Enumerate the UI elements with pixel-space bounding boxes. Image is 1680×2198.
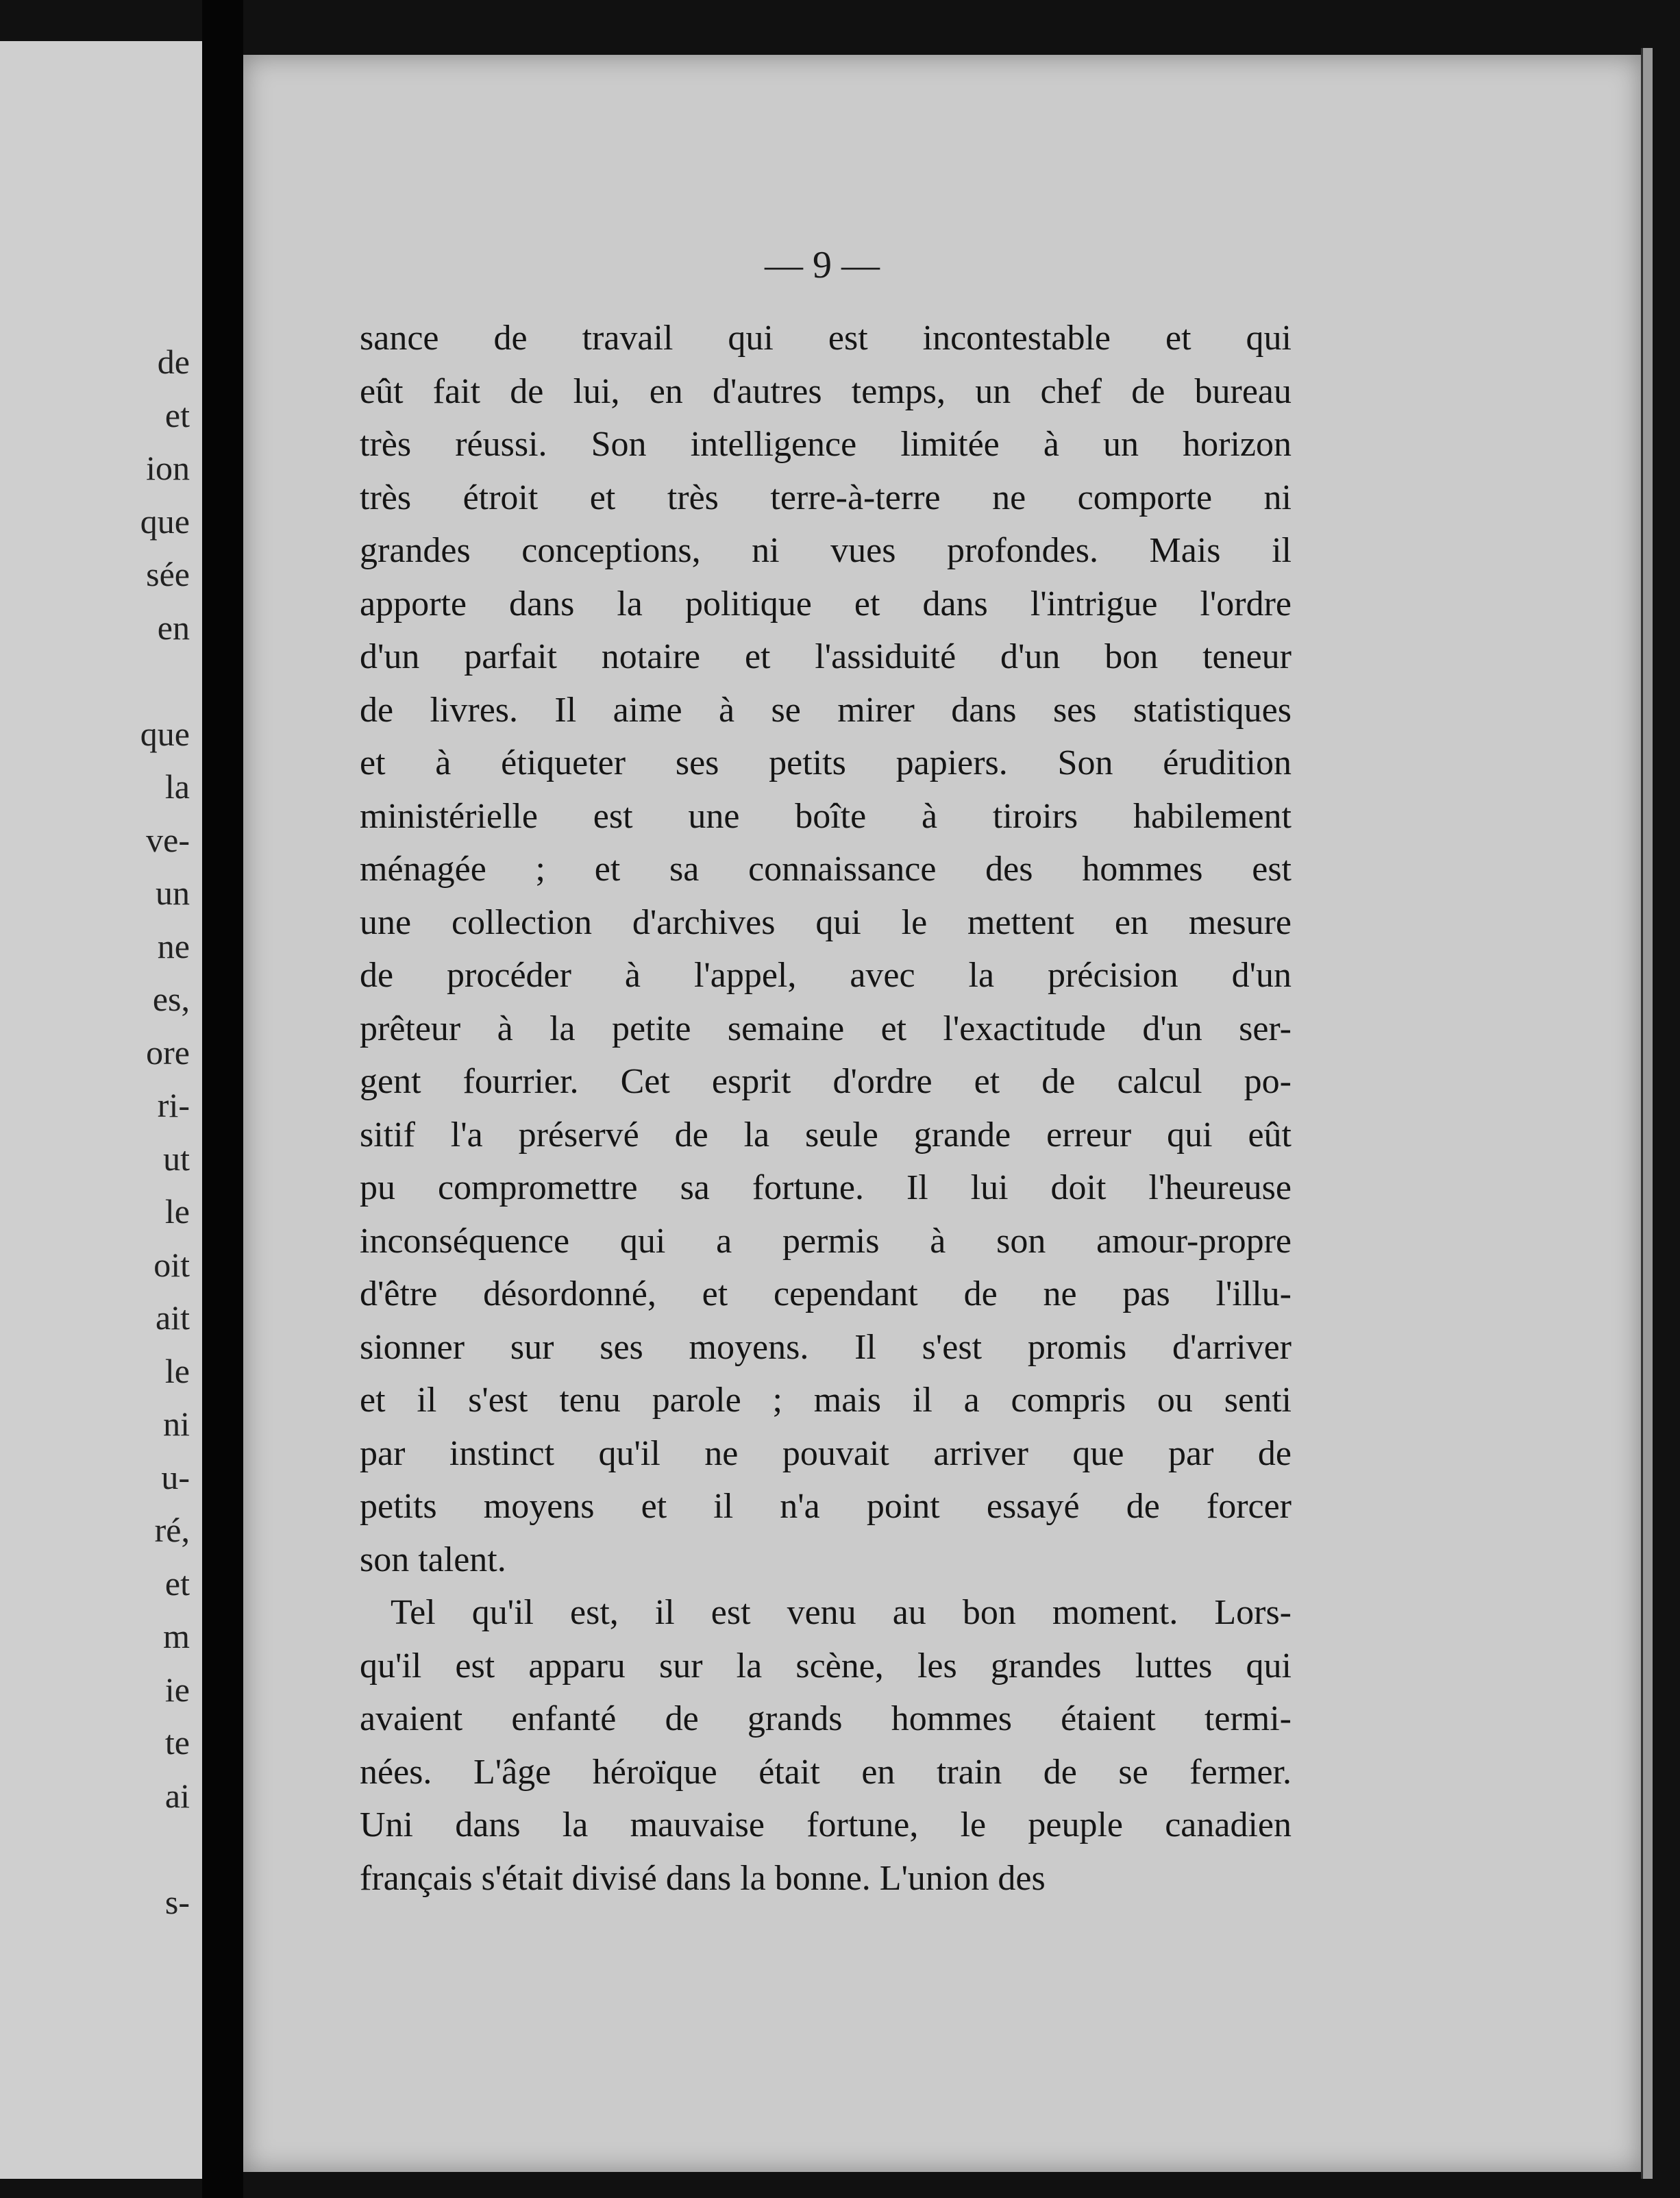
left-fragment-line: le — [164, 1192, 190, 1231]
left-fragment-line: ait — [156, 1298, 190, 1337]
text-line: ménagée ; et sa connaissance des hommes est — [360, 850, 1292, 889]
text-line: apporte dans la politique et dans l'intrigue l'ordre — [360, 584, 1292, 623]
text-line: de livres. Il aime à se mirer dans ses statistiques — [360, 690, 1292, 730]
left-fragment-line: ore — [146, 1033, 190, 1072]
left-fragment-line: es, — [152, 980, 190, 1018]
left-fragment-line: m — [163, 1617, 190, 1655]
left-fragment-line: ri- — [157, 1086, 190, 1124]
text-line: Uni dans la mauvaise fortune, le peuple canadien — [360, 1805, 1292, 1844]
text-line: prêteur à la petite semaine et l'exactitude d'un ser- — [360, 1009, 1292, 1048]
page-edge — [1641, 48, 1653, 2179]
text-line: français s'était divisé dans la bonne. L'union des — [360, 1858, 1046, 1898]
text-line: ministérielle est une boîte à tiroirs habilement — [360, 796, 1292, 836]
left-fragment-line: un — [156, 874, 190, 912]
left-page — [0, 41, 202, 2179]
text-line: une collection d'archives qui le mettent en mesure — [360, 902, 1292, 942]
text-line: par instinct qu'il ne pouvait arriver que par de — [360, 1433, 1292, 1473]
book-binding-gutter — [202, 0, 243, 2198]
left-fragment-line: ie — [164, 1670, 190, 1709]
left-fragment-line: ne — [157, 926, 190, 965]
left-fragment-line: ni — [163, 1405, 190, 1443]
text-line: très étroit et très terre-à-terre ne comporte ni — [360, 478, 1292, 517]
left-page-text-fragments — [140, 336, 190, 1929]
text-line: inconséquence qui a permis à son amour-propre — [360, 1221, 1292, 1261]
text-line: d'un parfait notaire et l'assiduité d'un bon teneur — [360, 637, 1292, 676]
left-fragment-line: et — [164, 1564, 190, 1603]
left-fragment-line: s- — [164, 1882, 190, 1921]
text-line: nées. L'âge héroïque était en train de se fermer. — [360, 1752, 1292, 1792]
text-line: très réussi. Son intelligence limitée à un horizon — [360, 425, 1292, 464]
page-number: — 9 — — [765, 244, 880, 286]
left-fragment-line: ré, — [154, 1511, 190, 1549]
text-line: gent fourrier. Cet esprit d'ordre et de calcul po- — [360, 1062, 1292, 1101]
left-fragment-line: de — [157, 343, 190, 381]
left-fragment-line: et — [164, 395, 190, 434]
left-fragment-line: le — [164, 1351, 190, 1390]
left-fragment-line: ai — [164, 1776, 190, 1815]
text-line: son talent. — [360, 1540, 506, 1579]
left-fragment-line: ion — [146, 449, 190, 487]
paragraph-1 — [360, 312, 1292, 1586]
paragraph-2 — [360, 1586, 1292, 1905]
left-fragment-line: que — [140, 502, 190, 541]
text-line: sitif l'a préservé de la seule grande erreur qui eût — [360, 1115, 1292, 1154]
left-fragment-line: en — [157, 608, 190, 647]
left-fragment-line: la — [164, 767, 190, 806]
text-line: qu'il est apparu sur la scène, les grandes luttes qui — [360, 1646, 1292, 1685]
left-fragment-line — [140, 1823, 190, 1876]
text-line: d'être désordonné, et cependant de ne pas l'illu- — [360, 1274, 1292, 1313]
text-line: Tel qu'il est, il est venu au bon moment. Lors- — [391, 1593, 1292, 1632]
left-fragment-line: te — [164, 1723, 190, 1762]
body-text — [360, 312, 1292, 1905]
text-line: de procéder à l'appel, avec la précision d'un — [360, 956, 1292, 995]
left-fragment-line: sée — [146, 555, 190, 593]
left-fragment-line: oit — [153, 1245, 190, 1284]
left-fragment-line: u- — [161, 1457, 190, 1496]
text-line: avaient enfanté de grands hommes étaient termi- — [360, 1699, 1292, 1738]
left-fragment-line — [140, 654, 190, 708]
text-line: sionner sur ses moyens. Il s'est promis d'arriver — [360, 1327, 1292, 1367]
text-line: eût fait de lui, en d'autres temps, un chef de bureau — [360, 371, 1292, 411]
left-fragment-line: ut — [163, 1139, 190, 1178]
left-fragment-line: que — [140, 714, 190, 753]
text-line: petits moyens et il n'a point essayé de forcer — [360, 1487, 1292, 1526]
text-line: pu compromettre sa fortune. Il lui doit l'heureuse — [360, 1168, 1292, 1207]
text-line: et à étiqueter ses petits papiers. Son érudition — [360, 743, 1292, 782]
text-line: grandes conceptions, ni vues profondes. Mais il — [360, 531, 1292, 570]
left-fragment-line: ve- — [146, 820, 190, 859]
text-line: sance de travail qui est incontestable et qui — [360, 319, 1292, 358]
text-line: et il s'est tenu parole ; mais il a compris ou senti — [360, 1381, 1292, 1420]
